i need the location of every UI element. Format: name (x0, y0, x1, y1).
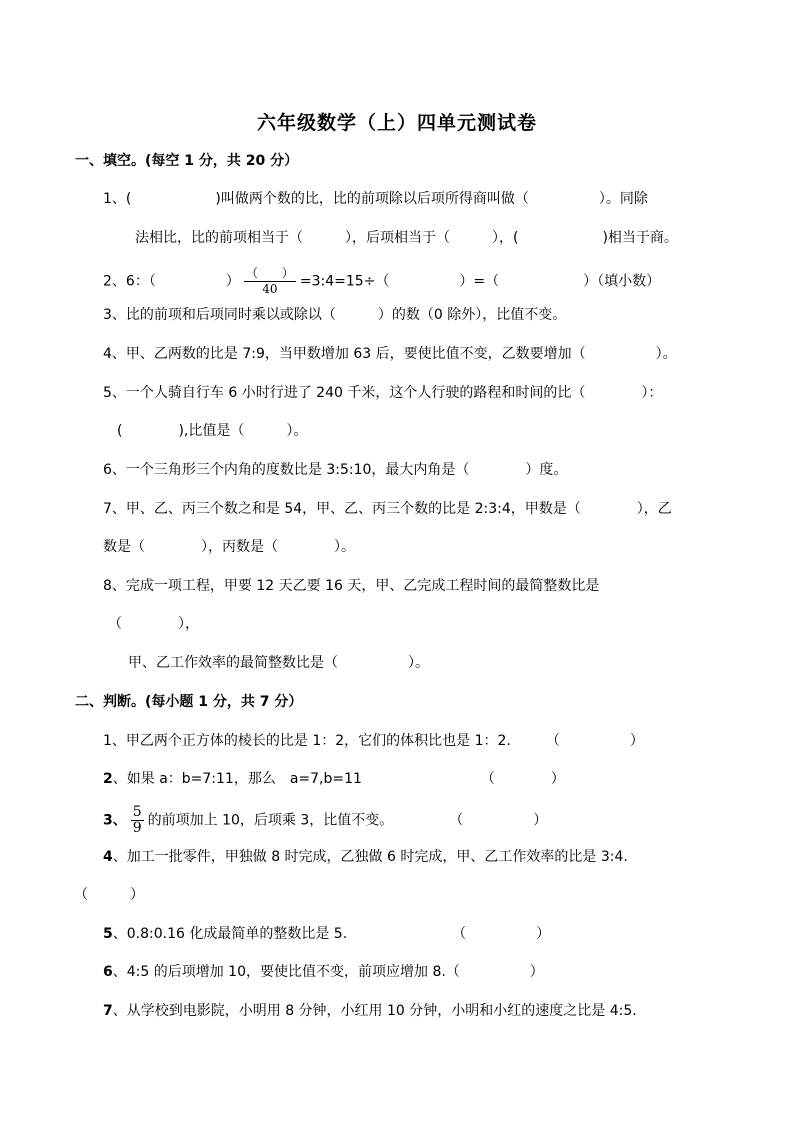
judgement-4 (103, 847, 628, 867)
question-2-suffix: =3:4=15÷（ ）=（ ）（填小数） (299, 273, 661, 290)
question-6: 6、一个三角形三个内角的度数比是 3:5:10，最大内角是（ ）度。 (103, 462, 568, 478)
judgement-7 (103, 1001, 637, 1021)
question-3: 3、比的前项和后项同时乘以或除以（ ）的数（0 除外），比值不变。 (103, 307, 567, 323)
judgement-5-number: 5 (103, 926, 113, 942)
judgement-1: 1、甲乙两个正方体的棱长的比是 1：2，它们的体积比也是 1：2. （ ） (103, 733, 644, 749)
judgement-4-number: 4 (103, 849, 113, 865)
question-4: 4、甲、乙两数的比是 7:9，当甲数增加 63 后，要使比值不变，乙数要增加（ ）。 (103, 346, 677, 362)
fraction-numerator: （ ） (245, 266, 294, 280)
question-2 (103, 266, 660, 297)
question-7-line-2: 数是（ ），丙数是（ ）。 (103, 539, 355, 555)
fraction-numerator: 5 (132, 804, 142, 820)
page-title: 六年级数学（上）四单元测试卷 (256, 112, 537, 134)
judgement-2-number: 2 (103, 771, 113, 787)
judgement-3-number: 3 (103, 812, 113, 829)
judgement-7-number: 7 (103, 1003, 113, 1019)
question-8-line-2: （ ）， (108, 616, 199, 632)
section-1-heading: 一、填空。(每空 1 分，共 20 分） (75, 153, 299, 169)
fraction-denominator: 40 (262, 282, 278, 296)
question-2-prefix: 2、6：（ ） (103, 273, 240, 290)
question-8-line-1: 8、完成一项工程，甲要 12 天乙要 16 天，甲、乙完成工程时间的最简整数比是 (103, 578, 600, 594)
judgement-4-text: 、加工一批零件，甲独做 8 时完成，乙独做 6 时完成，甲、乙工作效率的比是 3:4. (112, 849, 628, 865)
question-5-line-1: 5、一个人骑自行车 6 小时行进了 240 千米，这个人行驶的路程和时间的比（ ）： (103, 385, 663, 401)
question-1-line-2: 法相比，比的前项相当于（ ），后项相当于（ ），( )相当于商。 (135, 230, 678, 246)
question-2-fraction (244, 266, 296, 297)
judgement-4-answer-blank: （ ） (74, 887, 144, 903)
question-5-line-2: ( ),比值是（ ）。 (117, 423, 308, 439)
judgement-5-text: 、0.8:0.16 化成最简单的整数比是 5. （ ） (112, 926, 551, 942)
fraction-denominator: 9 (132, 820, 142, 836)
judgement-7-text: 、从学校到电影院，小明用 8 分钟，小红用 10 分钟，小明和小红的速度之比是 4:5. (112, 1003, 637, 1019)
judgement-2 (103, 769, 565, 789)
question-7-line-1: 7、甲、乙、丙三个数之和是 54，甲、乙、丙三个数的比是 2:3:4，甲数是（ ），乙 (103, 501, 672, 517)
judgement-3: 3、 $\frac{5}{9}$ 的前项加上 10，后项乘 3，比值不变。 （ ） (103, 804, 548, 836)
section-2-heading: 二、判断。(每小题 1 分，共 7 分） (75, 694, 303, 710)
question-8-line-3: 甲、乙工作效率的最简整数比是（ ）。 (128, 655, 429, 671)
judgement-6-text: 、4:5 的后项增加 10，要使比值不变，前项应增加 8.（ ） (112, 964, 544, 980)
judgement-5 (103, 924, 550, 944)
judgement-3-text: 的前项加上 10，后项乘 3，比值不变。 （ ） (147, 812, 548, 829)
question-1-line-1: 1、( )叫做两个数的比，比的前项除以后项所得商叫做（ ）。同除 (103, 191, 648, 207)
judgement-3-fraction (131, 805, 144, 836)
judgement-2-text: 、如果 a：b=7:11，那么 a=7,b=11 （ ） (112, 771, 565, 787)
judgement-6 (103, 962, 544, 982)
judgement-6-number: 6 (103, 964, 113, 980)
